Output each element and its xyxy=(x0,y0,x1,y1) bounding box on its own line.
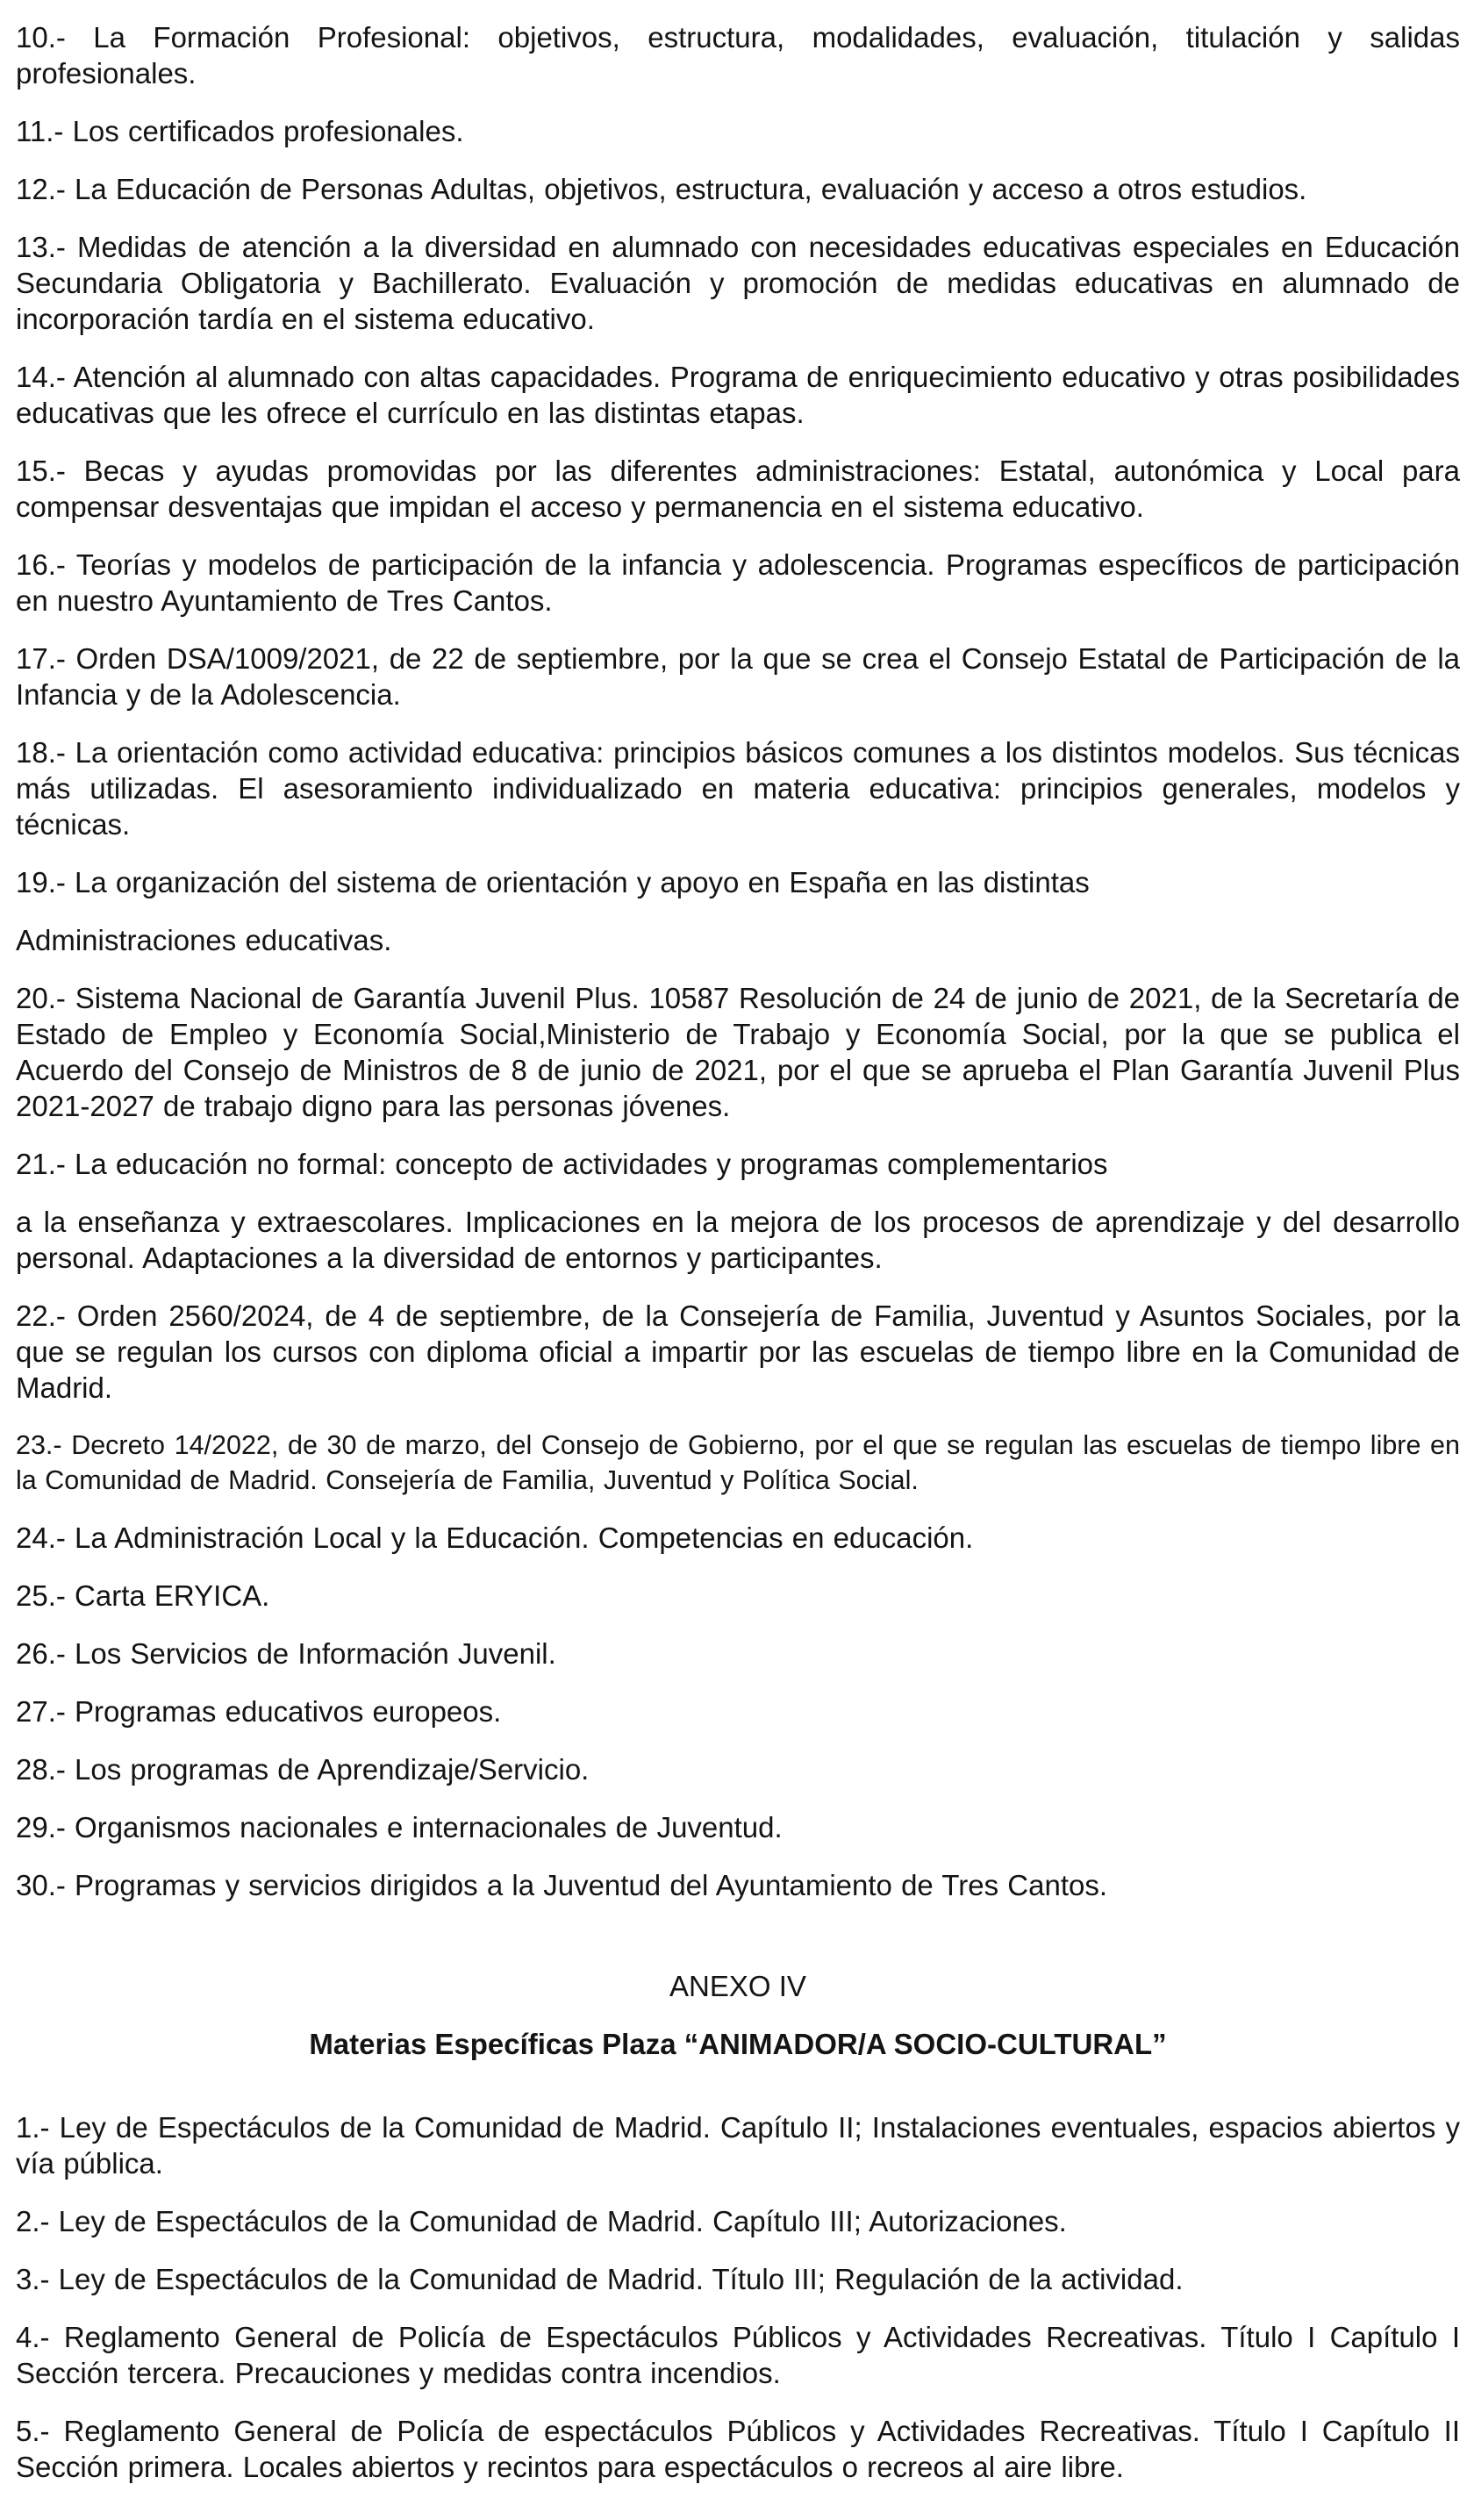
paragraph: 30.- Programas y servicios dirigidos a la Juventud del Ayuntamiento de Tres Cantos. xyxy=(16,1869,1108,1901)
paragraph: 19.- La organización del sistema de orientación y apoyo en España en las distintas xyxy=(16,866,1090,898)
paragraph: a la enseñanza y extraescolares. Implicaciones en la mejora de los procesos de aprendizaje y del desarrollo personal. Adaptaciones a la diversidad de entornos y participantes. xyxy=(16,1206,1460,1274)
paragraph: 15.- Becas y ayudas promovidas por las diferentes administraciones: Estatal, autonómica y Local para compensar desventajas que impidan el acceso y permanencia en el sistema educativo. xyxy=(16,455,1460,523)
paragraph: 4.- Reglamento General de Policía de Espectáculos Públicos y Actividades Recreativas. Título I Capítulo I Sección tercera. Precauciones y medidas contra incendios. xyxy=(16,2321,1460,2389)
anexo-heading: ANEXO IV xyxy=(669,1970,806,2002)
paragraph: 20.- Sistema Nacional de Garantía Juvenil Plus. 10587 Resolución de 24 de junio de 2021, de la Secretaría de Estado de Empleo y Economía Social,Ministerio de Trabajo y Economía Social, por la que se publica el Acuerdo del Consejo de Ministros de 8 de junio de 2021, por el que se aprueba el Plan Garantía Juvenil Plus 2021-2027 de trabajo digno para las personas jóvenes. xyxy=(16,982,1460,1122)
paragraph: Administraciones educativas. xyxy=(16,924,392,956)
paragraph: 26.- Los Servicios de Información Juvenil. xyxy=(16,1637,556,1670)
paragraph: 16.- Teorías y modelos de participación de la infancia y adolescencia. Programas específicos de participación en nuestro Ayuntamiento de Tres Cantos. xyxy=(16,548,1460,617)
paragraph: 17.- Orden DSA/1009/2021, de 22 de septiembre, por la que se crea el Consejo Estatal de Participación de la Infancia y de la Adolescencia. xyxy=(16,642,1460,711)
paragraph: 29.- Organismos nacionales e internacionales de Juventud. xyxy=(16,1811,783,1843)
paragraph: 23.- Decreto 14/2022, de 30 de marzo, del Consejo de Gobierno, por el que se regulan las escuelas de tiempo libre en la Comunidad de Madrid. Consejería de Familia, Juventud y Política Social. xyxy=(16,1430,1460,1495)
paragraph: 2.- Ley de Espectáculos de la Comunidad de Madrid. Capítulo III; Autorizaciones. xyxy=(16,2205,1067,2237)
paragraph: 5.- Reglamento General de Policía de espectáculos Públicos y Actividades Recreativas. Título I Capítulo II Sección primera. Locales abiertos y recintos para espectáculos o recreos al aire libre. xyxy=(16,2415,1460,2483)
paragraph: 25.- Carta ERYICA. xyxy=(16,1579,270,1612)
paragraph: 24.- La Administración Local y la Educación. Competencias en educación. xyxy=(16,1521,974,1554)
anexo-iv-section xyxy=(16,1968,1460,2485)
paragraph: 28.- Los programas de Aprendizaje/Servicio. xyxy=(16,1753,590,1786)
paragraph: 13.- Medidas de atención a la diversidad en alumnado con necesidades educativas especiales en Educación Secundaria Obligatoria y Bachillerato. Evaluación y promoción de medidas educativas en alumnado de incorporación tardía en el sistema educativo. xyxy=(16,231,1460,335)
paragraph: 1.- Ley de Espectáculos de la Comunidad de Madrid. Capítulo II; Instalaciones eventuales, espacios abiertos y vía pública. xyxy=(16,2111,1460,2180)
paragraph: 11.- Los certificados profesionales. xyxy=(16,115,464,147)
paragraph: 3.- Ley de Espectáculos de la Comunidad de Madrid. Título III; Regulación de la actividad. xyxy=(16,2263,1184,2295)
paragraph: 12.- La Educación de Personas Adultas, objetivos, estructura, evaluación y acceso a otros estudios. xyxy=(16,173,1307,205)
temario-general-list xyxy=(16,19,1460,1903)
paragraph: 21.- La educación no formal: concepto de actividades y programas complementarios xyxy=(16,1148,1108,1180)
anexo-items-list xyxy=(16,2109,1460,2485)
paragraph: 22.- Orden 2560/2024, de 4 de septiembre, de la Consejería de Familia, Juventud y Asuntos Sociales, por la que se regulan los cursos con diploma oficial a impartir por las escuelas de tiempo libre en la Comunidad de Madrid. xyxy=(16,1299,1460,1404)
paragraph: 27.- Programas educativos europeos. xyxy=(16,1695,502,1728)
anexo-subheading: Materias Específicas Plaza “ANIMADOR/A SOCIO-CULTURAL” xyxy=(309,2028,1167,2060)
paragraph: 18.- La orientación como actividad educativa: principios básicos comunes a los distintos modelos. Sus técnicas más utilizadas. El asesoramiento individualizado en materia educativa: principios generales, modelos y técnicas. xyxy=(16,736,1460,841)
paragraph: 10.- La Formación Profesional: objetivos, estructura, modalidades, evaluación, titulación y salidas profesionales. xyxy=(16,21,1460,89)
paragraph: 14.- Atención al alumnado con altas capacidades. Programa de enriquecimiento educativo y otras posibilidades educativas que les ofrece el currículo en las distintas etapas. xyxy=(16,361,1460,429)
